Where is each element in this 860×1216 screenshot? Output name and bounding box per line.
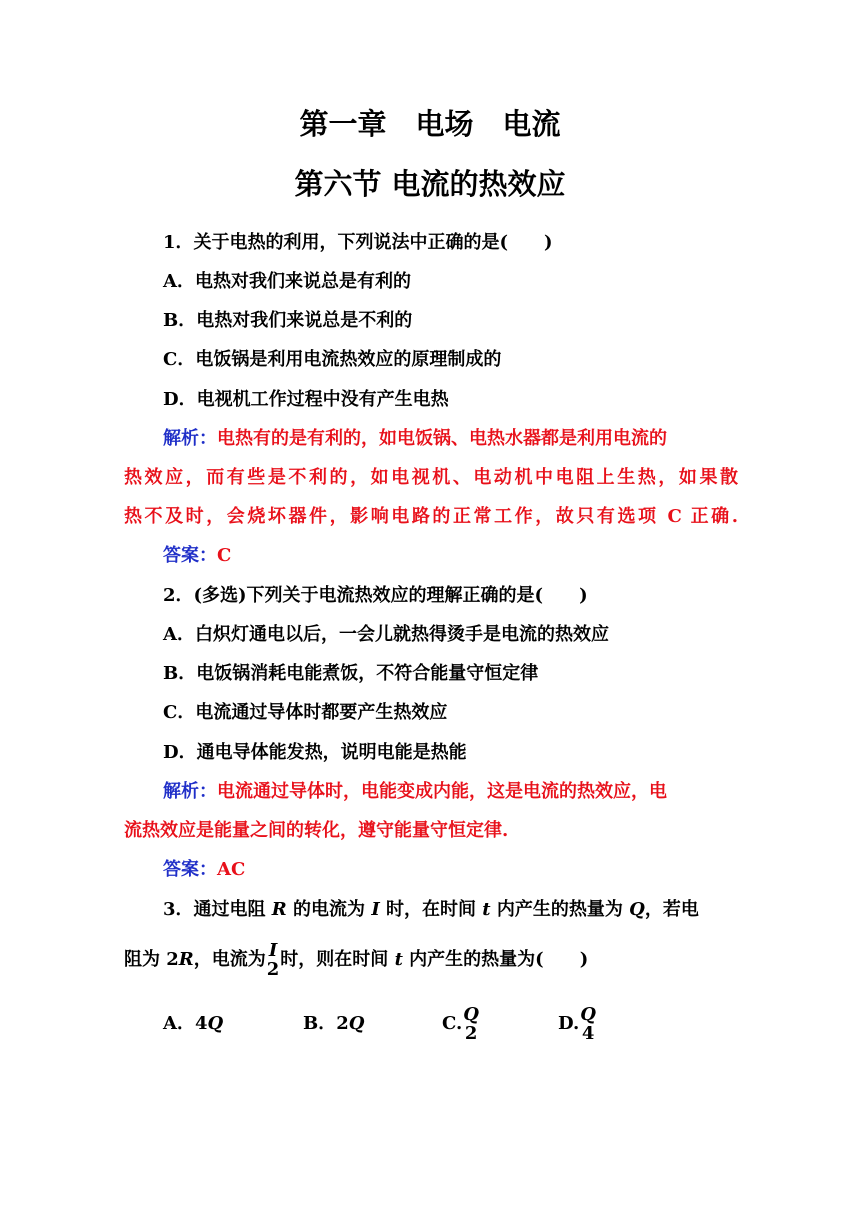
q3-option-d — [558, 1004, 597, 1044]
q1-option-d: D．电视机工作过程中没有产生电热 — [163, 389, 449, 410]
q2-option-c: C．电流通过导体时都要产生热效应 — [163, 702, 448, 723]
q3-text-c: 时，在时间 — [379, 899, 483, 920]
current-fraction — [267, 941, 280, 979]
chapter-title: 第一章 电场 电流 — [299, 107, 561, 141]
q3-line2-var-r: R — [178, 949, 194, 970]
q2-analysis-label: 解析： — [163, 781, 217, 802]
q3-option-b — [303, 1012, 364, 1036]
q3-option-b-prefix: B．2 — [303, 1013, 349, 1034]
q3-stem-line-2 — [124, 941, 588, 979]
q3-line2-var-t: t — [394, 949, 403, 970]
q1-option-c: C．电饭锅是利用电流热效应的原理制成的 — [163, 349, 502, 370]
q3-option-d-prefix: D. — [558, 1013, 580, 1034]
q3-var-i: I — [371, 899, 380, 920]
q3-line2-text-b: ，电流为 — [193, 949, 266, 970]
q1-option-a: A．电热对我们来说总是有利的 — [163, 271, 411, 292]
q3-text-d: 内产生的热量为 — [490, 899, 630, 920]
q2-option-d: D．通电导体能发热，说明电能是热能 — [163, 742, 467, 763]
q3-option-a-var: Q — [207, 1013, 224, 1034]
q3-option-c-numerator: Q — [463, 1004, 479, 1025]
q2-analysis-text-1: 电流通过导体时，电能变成内能，这是电流的热效应，电 — [217, 781, 667, 802]
q1-stem: 1．关于电热的利用，下列说法中正确的是( ) — [163, 232, 553, 253]
q3-line2-text-c: 时，则在时间 — [280, 949, 395, 970]
q3-text-a: 3．通过电阻 — [163, 899, 272, 920]
section-title: 第六节 电流的热效应 — [294, 167, 566, 201]
q2-answer-label: 答案： — [163, 859, 217, 880]
q3-var-r: R — [271, 899, 287, 920]
q3-option-c-fraction — [463, 1005, 479, 1043]
q3-stem-line-1 — [163, 898, 699, 922]
q3-var-t: t — [482, 899, 491, 920]
q3-option-c — [442, 1004, 480, 1044]
q3-text-e: ，若电 — [644, 899, 699, 920]
q3-option-c-prefix: C. — [442, 1013, 463, 1034]
q3-option-d-denominator: 4 — [581, 1023, 595, 1044]
q3-option-c-denominator: 2 — [464, 1023, 478, 1044]
q2-analysis-line-2: 流热效应是能量之间的转化，遵守能量守恒定律. — [124, 820, 509, 841]
q1-answer — [163, 544, 231, 568]
q3-option-d-fraction — [580, 1005, 596, 1043]
q3-line2-text-a: 阻为 2 — [124, 949, 179, 970]
q3-var-q: Q — [629, 899, 645, 920]
q3-option-d-numerator: Q — [580, 1004, 596, 1025]
q1-option-b: B．电热对我们来说总是不利的 — [163, 310, 413, 331]
fraction-numerator: I — [268, 940, 278, 961]
q1-analysis-line-1 — [163, 427, 667, 451]
q1-answer-label: 答案： — [163, 545, 217, 566]
q2-option-a: A．白炽灯通电以后，一会儿就热得烫手是电流的热效应 — [163, 624, 609, 645]
q1-analysis-label: 解析： — [163, 428, 217, 449]
q3-option-a-prefix: A．4 — [163, 1013, 208, 1034]
q2-answer-value: AC — [217, 859, 246, 880]
q2-answer — [163, 858, 245, 882]
q3-option-b-var: Q — [348, 1013, 365, 1034]
q3-line2-text-d: 内产生的热量为( ) — [402, 949, 589, 970]
q2-option-b: B．电饭锅消耗电能煮饭，不符合能量守恒定律 — [163, 663, 539, 684]
q1-analysis-line-2: 热效应，而有些是不利的，如电视机、电动机中电阻上生热，如果散 — [124, 467, 738, 488]
q1-analysis-text-1: 电热有的是有利的，如电饭锅、电热水器都是利用电流的 — [217, 428, 667, 449]
fraction-denominator: 2 — [266, 959, 280, 980]
q1-answer-value: C — [217, 545, 232, 566]
q1-analysis-line-3: 热不及时，会烧坏器件，影响电路的正常工作，故只有选项 C 正确. — [124, 506, 738, 527]
q2-analysis-line-1 — [163, 780, 667, 804]
q2-stem: 2．(多选)下列关于电流热效应的理解正确的是( ) — [163, 585, 588, 606]
q3-option-a — [163, 1012, 223, 1036]
q3-text-b: 的电流为 — [286, 899, 372, 920]
